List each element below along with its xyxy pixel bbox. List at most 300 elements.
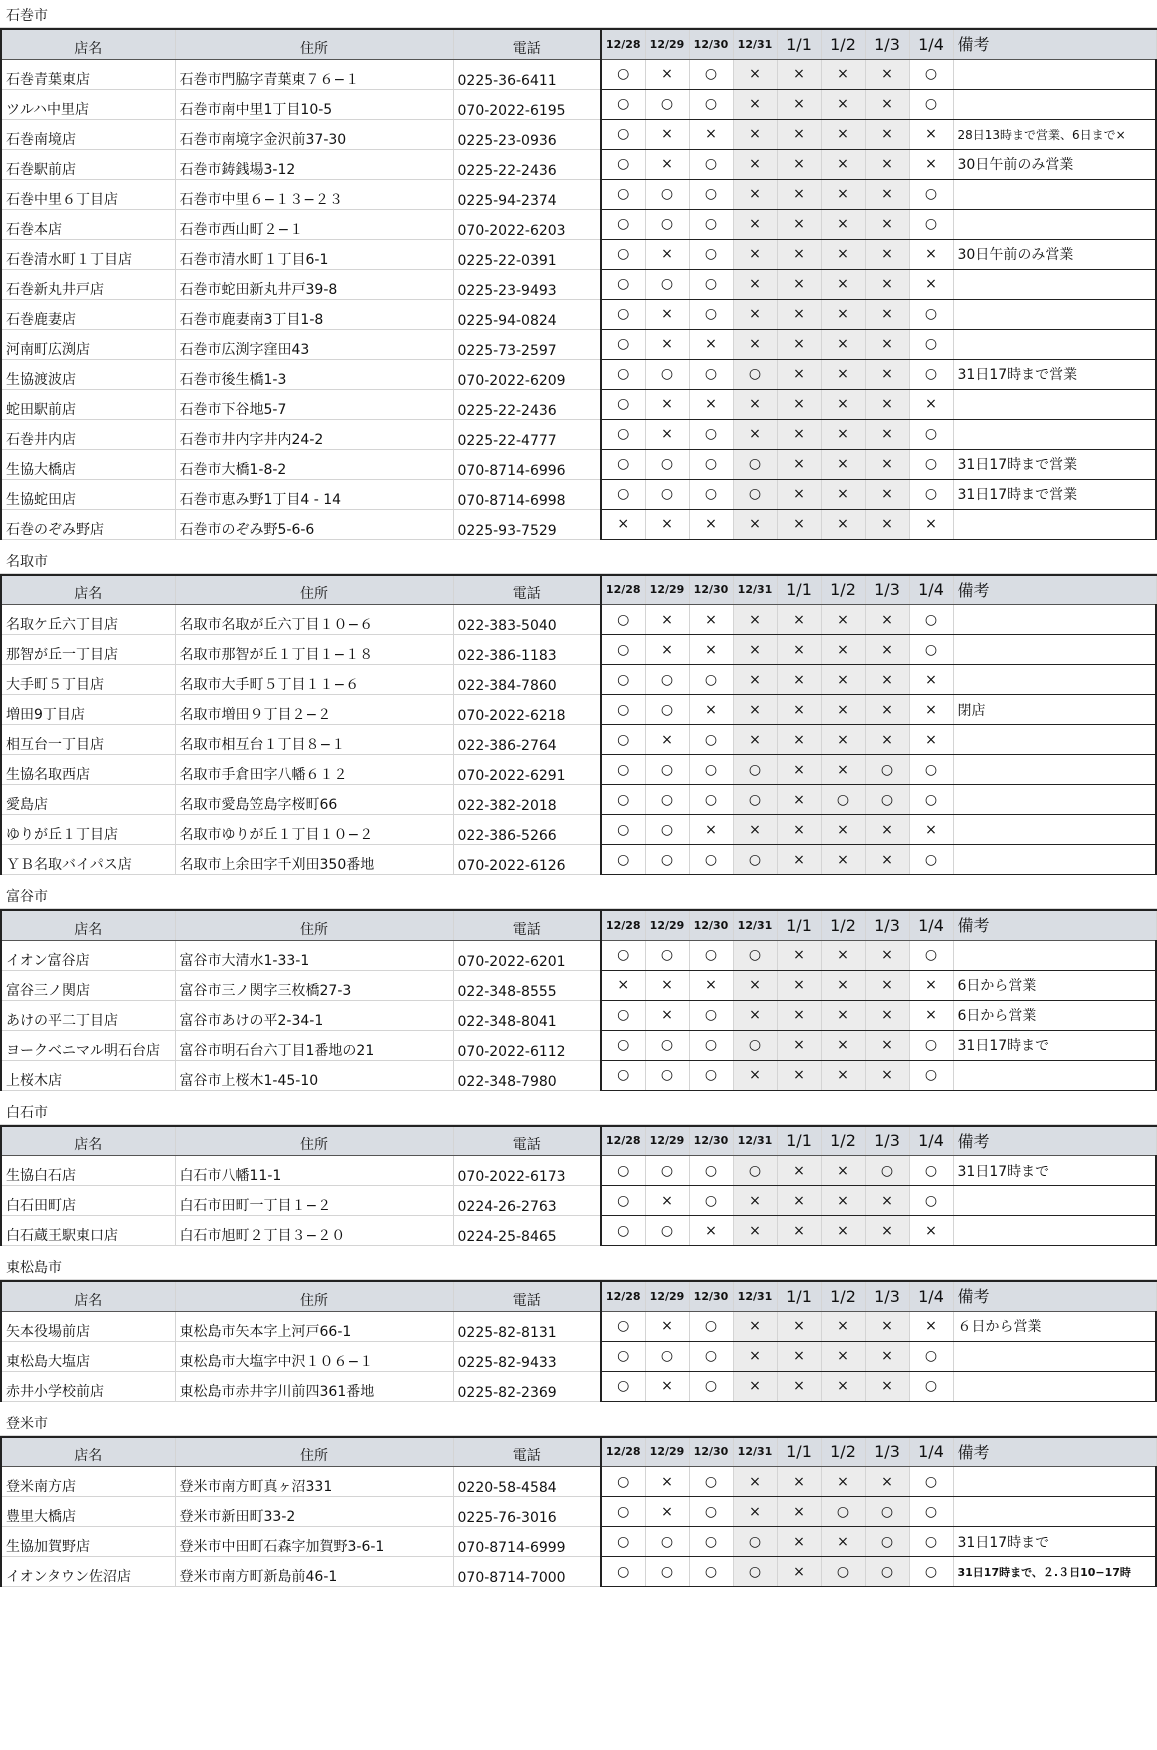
open-status-mark: × [733, 329, 777, 359]
header-date: 12/29 [645, 1437, 689, 1467]
header-row [1, 1281, 1156, 1311]
open-status-mark: × [645, 1497, 689, 1527]
open-status-mark: ○ [733, 479, 777, 509]
open-status-mark: ○ [645, 1527, 689, 1557]
store-tel: 0225-82-9433 [453, 1341, 601, 1371]
open-status-mark: ○ [645, 269, 689, 299]
open-status-mark: × [821, 665, 865, 695]
open-status-mark: × [777, 605, 821, 635]
header-date: 1/1 [777, 575, 821, 605]
store-name: 生協大橋店 [1, 449, 175, 479]
open-status-mark: × [645, 419, 689, 449]
open-status-mark: ○ [689, 479, 733, 509]
open-status-mark: × [733, 605, 777, 635]
store-address: 富谷市上桜木1-45-10 [175, 1060, 453, 1090]
store-address: 石巻市清水町１丁目6-1 [175, 239, 453, 269]
open-status-mark: × [733, 1216, 777, 1246]
open-status-mark: × [645, 1000, 689, 1030]
open-status-mark: ○ [909, 359, 953, 389]
open-status-mark: × [733, 815, 777, 845]
open-status-mark: × [645, 299, 689, 329]
store-address: 名取市手倉田字八幡６１２ [175, 755, 453, 785]
store-note [953, 299, 1156, 329]
open-status-mark: × [865, 1341, 909, 1371]
open-status-mark: × [865, 299, 909, 329]
header-name: 店名 [1, 575, 175, 605]
open-status-mark: × [645, 1311, 689, 1341]
open-status-mark: × [777, 785, 821, 815]
store-note [953, 785, 1156, 815]
store-name: 石巻本店 [1, 209, 175, 239]
store-tel: 070-2022-6291 [453, 755, 601, 785]
open-status-mark: × [777, 1311, 821, 1341]
header-date: 1/4 [909, 575, 953, 605]
header-note: 備考 [953, 29, 1156, 59]
open-status-mark: × [689, 329, 733, 359]
open-status-mark: × [733, 635, 777, 665]
store-tel: 070-2022-6195 [453, 89, 601, 119]
open-status-mark: ○ [601, 940, 645, 970]
section-spacer [0, 1246, 1157, 1256]
table-row [1, 1060, 1156, 1090]
open-status-mark: × [865, 940, 909, 970]
open-status-mark: × [777, 479, 821, 509]
section-title: 名取市 [0, 550, 1157, 574]
store-address: 石巻市井内字井内24-2 [175, 419, 453, 449]
open-status-mark: × [821, 179, 865, 209]
store-name: 石巻駅前店 [1, 149, 175, 179]
store-note: 30日午前のみ営業 [953, 239, 1156, 269]
section-title: 登米市 [0, 1412, 1157, 1436]
store-name: 名取ケ丘六丁目店 [1, 605, 175, 635]
open-status-mark: ○ [645, 179, 689, 209]
store-address: 石巻市下谷地5-7 [175, 389, 453, 419]
open-status-mark: ○ [601, 419, 645, 449]
store-address: 石巻市のぞみ野5-6-6 [175, 509, 453, 539]
open-status-mark: × [645, 725, 689, 755]
store-note [953, 755, 1156, 785]
store-name: 石巻中里６丁目店 [1, 179, 175, 209]
open-status-mark: ○ [865, 1497, 909, 1527]
open-status-mark: × [821, 1527, 865, 1557]
open-status-mark: × [821, 59, 865, 89]
open-status-mark: × [689, 605, 733, 635]
open-status-mark: × [733, 179, 777, 209]
store-address: 石巻市大橋1-8-2 [175, 449, 453, 479]
open-status-mark: ○ [601, 479, 645, 509]
open-status-mark: × [777, 755, 821, 785]
open-status-mark: × [777, 389, 821, 419]
store-name: ＹＢ名取バイパス店 [1, 845, 175, 875]
header-date: 1/1 [777, 910, 821, 940]
open-status-mark: ○ [601, 695, 645, 725]
open-status-mark: × [865, 1030, 909, 1060]
store-name: 富谷三ノ関店 [1, 970, 175, 1000]
table-row [1, 755, 1156, 785]
open-status-mark: ○ [689, 725, 733, 755]
open-status-mark: × [777, 1371, 821, 1401]
open-status-mark: × [733, 209, 777, 239]
open-status-mark: × [821, 1000, 865, 1030]
open-status-mark: ○ [689, 299, 733, 329]
open-status-mark: ○ [601, 1497, 645, 1527]
store-note: 28日13時まで営業、6日まで× [953, 119, 1156, 149]
store-tel: 0225-73-2597 [453, 329, 601, 359]
header-address: 住所 [175, 1281, 453, 1311]
open-status-mark: × [909, 269, 953, 299]
open-status-mark: × [821, 479, 865, 509]
open-status-mark: ○ [689, 149, 733, 179]
header-tel: 電話 [453, 910, 601, 940]
open-status-mark: ○ [909, 1186, 953, 1216]
store-address: 白石市旭町２丁目３−２０ [175, 1216, 453, 1246]
open-status-mark: ○ [689, 179, 733, 209]
open-status-mark: × [733, 1186, 777, 1216]
open-status-mark: ○ [645, 359, 689, 389]
store-address: 登米市新田町33-2 [175, 1497, 453, 1527]
header-tel: 電話 [453, 575, 601, 605]
open-status-mark: ○ [689, 449, 733, 479]
open-status-mark: ○ [733, 1527, 777, 1557]
table-row [1, 940, 1156, 970]
open-status-mark: × [821, 1467, 865, 1497]
open-status-mark: × [777, 725, 821, 755]
store-tel: 0225-94-0824 [453, 299, 601, 329]
store-note [953, 940, 1156, 970]
header-date: 1/3 [865, 575, 909, 605]
open-status-mark: × [909, 1311, 953, 1341]
open-status-mark: × [777, 59, 821, 89]
header-date: 12/29 [645, 29, 689, 59]
open-status-mark: × [777, 179, 821, 209]
open-status-mark: × [821, 419, 865, 449]
store-note: 6日から営業 [953, 970, 1156, 1000]
open-status-mark: × [909, 389, 953, 419]
header-date: 12/31 [733, 29, 777, 59]
store-address: 名取市上余田字千刈田350番地 [175, 845, 453, 875]
header-note: 備考 [953, 1281, 1156, 1311]
header-address: 住所 [175, 1437, 453, 1467]
store-name: 石巻新丸井戸店 [1, 269, 175, 299]
table-row [1, 1216, 1156, 1246]
open-status-mark: ○ [733, 1156, 777, 1186]
store-address: 東松島市大塩字中沢１０６−１ [175, 1341, 453, 1371]
open-status-mark: × [777, 239, 821, 269]
open-status-mark: × [909, 695, 953, 725]
header-date: 12/30 [689, 1126, 733, 1156]
open-status-mark: × [689, 635, 733, 665]
section-title: 東松島市 [0, 1256, 1157, 1280]
table-row [1, 239, 1156, 269]
open-status-mark: × [777, 1527, 821, 1557]
open-status-mark: × [821, 269, 865, 299]
open-status-mark: × [689, 509, 733, 539]
store-address: 富谷市明石台六丁目1番地の21 [175, 1030, 453, 1060]
header-date: 12/30 [689, 29, 733, 59]
open-status-mark: × [733, 239, 777, 269]
open-status-mark: ○ [689, 1030, 733, 1060]
header-row [1, 29, 1156, 59]
open-status-mark: ○ [909, 449, 953, 479]
store-note [953, 329, 1156, 359]
open-status-mark: × [821, 1186, 865, 1216]
open-status-mark: ○ [689, 59, 733, 89]
table-row [1, 845, 1156, 875]
open-status-mark: × [777, 89, 821, 119]
header-tel: 電話 [453, 29, 601, 59]
open-status-mark: × [601, 970, 645, 1000]
store-name: 石巻鹿妻店 [1, 299, 175, 329]
header-date: 1/4 [909, 29, 953, 59]
store-table [0, 1436, 1157, 1588]
open-status-mark: × [865, 845, 909, 875]
open-status-mark: × [865, 59, 909, 89]
header-tel: 電話 [453, 1281, 601, 1311]
open-status-mark: × [733, 89, 777, 119]
open-status-mark: ○ [601, 59, 645, 89]
store-tel: 0224-25-8465 [453, 1216, 601, 1246]
store-tel: 0220-58-4584 [453, 1467, 601, 1497]
store-address: 名取市相互台１丁目８−１ [175, 725, 453, 755]
open-status-mark: × [909, 509, 953, 539]
open-status-mark: × [865, 1060, 909, 1090]
open-status-mark: ○ [645, 1030, 689, 1060]
store-name: 生協白石店 [1, 1156, 175, 1186]
header-note: 備考 [953, 575, 1156, 605]
header-date: 12/30 [689, 1437, 733, 1467]
store-note [953, 725, 1156, 755]
open-status-mark: ○ [601, 1216, 645, 1246]
open-status-mark: × [909, 815, 953, 845]
store-name: 石巻青葉東店 [1, 59, 175, 89]
header-date: 12/30 [689, 1281, 733, 1311]
store-tel: 070-8714-7000 [453, 1557, 601, 1587]
open-status-mark: ○ [821, 1557, 865, 1587]
store-name: ゆりが丘１丁目店 [1, 815, 175, 845]
store-table [0, 28, 1157, 540]
table-row [1, 1311, 1156, 1341]
open-status-mark: ○ [689, 785, 733, 815]
open-status-mark: ○ [645, 1341, 689, 1371]
store-note: 31日17時まで [953, 1527, 1156, 1557]
open-status-mark: ○ [601, 785, 645, 815]
open-status-mark: × [865, 970, 909, 1000]
table-row [1, 149, 1156, 179]
open-status-mark: × [821, 1341, 865, 1371]
store-note [953, 179, 1156, 209]
header-date: 1/3 [865, 1437, 909, 1467]
table-row [1, 1527, 1156, 1557]
open-status-mark: ○ [601, 239, 645, 269]
section-title: 富谷市 [0, 885, 1157, 909]
open-status-mark: × [733, 419, 777, 449]
open-status-mark: × [777, 665, 821, 695]
store-address: 石巻市鹿妻南3丁目1-8 [175, 299, 453, 329]
header-note: 備考 [953, 1437, 1156, 1467]
store-name: 生協名取西店 [1, 755, 175, 785]
store-name: 赤井小学校前店 [1, 1371, 175, 1401]
table-row [1, 59, 1156, 89]
open-status-mark: ○ [865, 1156, 909, 1186]
store-tel: 0225-23-0936 [453, 119, 601, 149]
open-status-mark: × [865, 725, 909, 755]
open-status-mark: ○ [601, 209, 645, 239]
open-status-mark: ○ [601, 1030, 645, 1060]
city-section [0, 1256, 1157, 1402]
open-status-mark: × [821, 970, 865, 1000]
open-status-mark: × [821, 329, 865, 359]
open-status-mark: × [821, 605, 865, 635]
store-tel: 070-2022-6126 [453, 845, 601, 875]
store-note [953, 209, 1156, 239]
store-name: イオン富谷店 [1, 940, 175, 970]
open-status-mark: × [821, 940, 865, 970]
header-date: 1/4 [909, 1126, 953, 1156]
open-status-mark: ○ [689, 1467, 733, 1497]
open-status-mark: ○ [909, 1156, 953, 1186]
table-row [1, 1497, 1156, 1527]
open-status-mark: ○ [601, 449, 645, 479]
open-status-mark: ○ [733, 359, 777, 389]
store-tel: 0225-36-6411 [453, 59, 601, 89]
open-status-mark: × [865, 419, 909, 449]
open-status-mark: ○ [601, 605, 645, 635]
store-note [953, 1467, 1156, 1497]
table-row [1, 1186, 1156, 1216]
store-note [953, 635, 1156, 665]
header-date: 12/29 [645, 575, 689, 605]
header-date: 12/28 [601, 1281, 645, 1311]
store-tel: 0225-22-2436 [453, 389, 601, 419]
store-tel: 0225-82-2369 [453, 1371, 601, 1401]
open-status-mark: ○ [733, 449, 777, 479]
open-status-mark: ○ [909, 605, 953, 635]
store-tel: 070-2022-6209 [453, 359, 601, 389]
open-status-mark: × [777, 209, 821, 239]
store-name: 増田9丁目店 [1, 695, 175, 725]
open-status-mark: × [733, 509, 777, 539]
store-address: 石巻市恵み野1丁目4 - 14 [175, 479, 453, 509]
open-status-mark: ○ [821, 785, 865, 815]
open-status-mark: × [865, 329, 909, 359]
table-row [1, 695, 1156, 725]
open-status-mark: × [909, 970, 953, 1000]
store-name: 豊里大橋店 [1, 1497, 175, 1527]
open-status-mark: × [777, 299, 821, 329]
header-address: 住所 [175, 1126, 453, 1156]
open-status-mark: ○ [601, 635, 645, 665]
store-address: 名取市増田９丁目２−２ [175, 695, 453, 725]
store-tel: 070-8714-6999 [453, 1527, 601, 1557]
store-note [953, 1060, 1156, 1090]
header-tel: 電話 [453, 1126, 601, 1156]
open-status-mark: × [865, 119, 909, 149]
header-date: 1/2 [821, 1437, 865, 1467]
store-address: 名取市那智が丘１丁目１−１８ [175, 635, 453, 665]
open-status-mark: × [865, 1216, 909, 1246]
store-note [953, 1216, 1156, 1246]
header-date: 12/28 [601, 575, 645, 605]
header-name: 店名 [1, 910, 175, 940]
store-name: 石巻南境店 [1, 119, 175, 149]
section-spacer [0, 875, 1157, 885]
open-status-mark: × [865, 449, 909, 479]
open-status-mark: × [865, 665, 909, 695]
open-status-mark: × [777, 1060, 821, 1090]
open-status-mark: × [865, 1000, 909, 1030]
open-status-mark: ○ [909, 329, 953, 359]
section-spacer [0, 1091, 1157, 1101]
store-address: 東松島市赤井字川前四361番地 [175, 1371, 453, 1401]
open-status-mark: ○ [689, 269, 733, 299]
open-status-mark: × [821, 119, 865, 149]
city-section [0, 885, 1157, 1091]
header-name: 店名 [1, 1281, 175, 1311]
store-note [953, 1341, 1156, 1371]
open-status-mark: ○ [909, 1557, 953, 1587]
open-status-mark: ○ [909, 1060, 953, 1090]
store-tel: 0225-93-7529 [453, 509, 601, 539]
open-status-mark: ○ [601, 389, 645, 419]
header-date: 1/1 [777, 29, 821, 59]
header-tel: 電話 [453, 1437, 601, 1467]
store-table [0, 909, 1157, 1091]
open-status-mark: ○ [909, 1467, 953, 1497]
open-status-mark: ○ [601, 1156, 645, 1186]
table-row [1, 1000, 1156, 1030]
open-status-mark: × [689, 695, 733, 725]
open-status-mark: × [865, 509, 909, 539]
city-section [0, 4, 1157, 540]
store-tel: 022-348-8041 [453, 1000, 601, 1030]
open-status-mark: × [733, 1371, 777, 1401]
store-note [953, 389, 1156, 419]
table-row [1, 1156, 1156, 1186]
store-note: ６日から営業 [953, 1311, 1156, 1341]
store-note: 閉店 [953, 695, 1156, 725]
open-status-mark: ○ [601, 1527, 645, 1557]
store-note: 31日17時まで、２.３日10−17時 [953, 1557, 1156, 1587]
header-date: 12/30 [689, 910, 733, 940]
store-address: 名取市ゆりが丘１丁目１０−２ [175, 815, 453, 845]
store-name: 河南町広渕店 [1, 329, 175, 359]
open-status-mark: ○ [601, 1060, 645, 1090]
header-address: 住所 [175, 575, 453, 605]
store-tel: 070-2022-6201 [453, 940, 601, 970]
open-status-mark: ○ [909, 209, 953, 239]
city-section [0, 1412, 1157, 1588]
open-status-mark: × [865, 269, 909, 299]
open-status-mark: × [865, 815, 909, 845]
open-status-mark: × [821, 1060, 865, 1090]
header-date: 12/31 [733, 575, 777, 605]
table-row [1, 1030, 1156, 1060]
open-status-mark: × [821, 845, 865, 875]
open-status-mark: × [689, 1216, 733, 1246]
open-status-mark: × [733, 970, 777, 1000]
open-status-mark: ○ [909, 785, 953, 815]
header-date: 1/4 [909, 1437, 953, 1467]
open-status-mark: ○ [689, 845, 733, 875]
store-name: 石巻のぞみ野店 [1, 509, 175, 539]
section-spacer [0, 540, 1157, 550]
open-status-mark: × [601, 509, 645, 539]
store-tel: 0224-26-2763 [453, 1186, 601, 1216]
open-status-mark: × [865, 89, 909, 119]
open-status-mark: ○ [909, 1341, 953, 1371]
store-address: 石巻市南境字金沢前37-30 [175, 119, 453, 149]
header-address: 住所 [175, 29, 453, 59]
